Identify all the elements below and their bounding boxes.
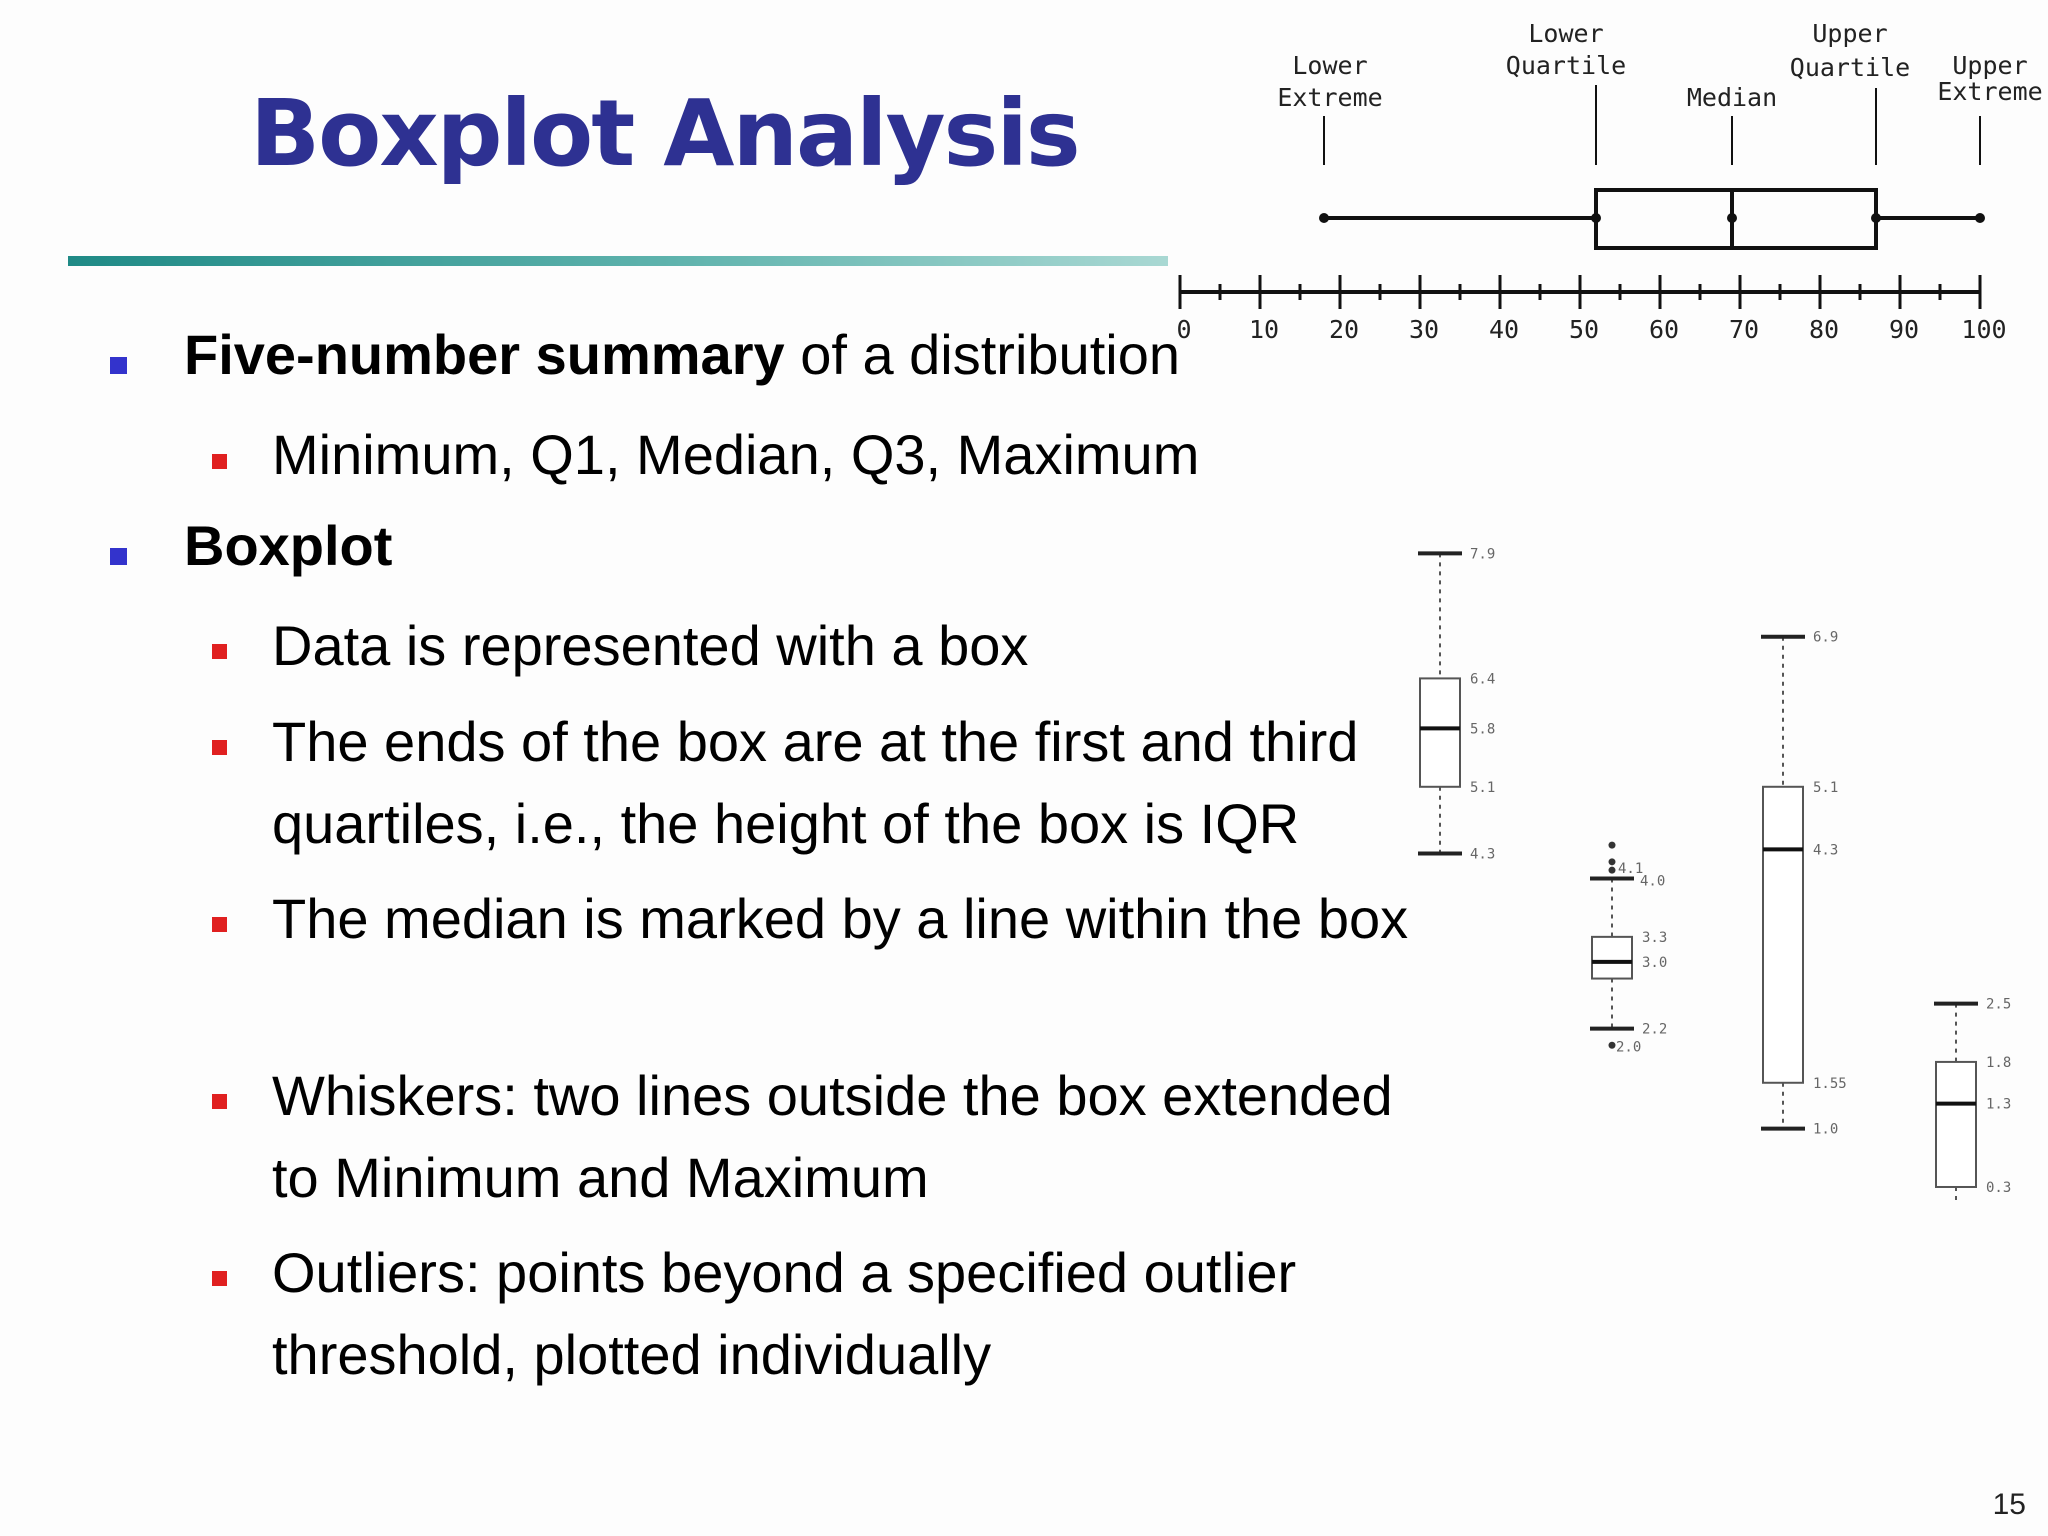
box-iqr xyxy=(1420,678,1460,786)
sub-bullet-square-icon xyxy=(212,454,227,469)
sub-bullet-five-number-list: Minimum, Q1, Median, Q3, Maximum xyxy=(272,423,1200,486)
data-label: 3.0 xyxy=(1642,954,1668,971)
lower-quartile-label: Lower xyxy=(1528,19,1604,48)
slide-title: Boxplot Analysis xyxy=(250,80,1079,187)
box-iqr xyxy=(1592,937,1632,979)
bullet-boxplot: Boxplot xyxy=(184,514,393,577)
axis-tick-label: 40 xyxy=(1488,315,1520,344)
axis-tick-label: 70 xyxy=(1728,315,1760,344)
median-dot xyxy=(1727,213,1737,223)
bullet-square-icon xyxy=(110,357,127,374)
axis-tick-label: 50 xyxy=(1568,315,1600,344)
outlier-point xyxy=(1609,867,1616,874)
sub-bullet-square-icon xyxy=(212,1271,227,1286)
lower-quartile-label: Quartile xyxy=(1505,51,1627,80)
data-label: 1.8 xyxy=(1986,1054,2012,1071)
data-label: 1.3 xyxy=(1986,1096,2012,1113)
q1-dot xyxy=(1591,213,1601,223)
sub-bullet-median: The median is marked by a line within the box xyxy=(272,887,1409,950)
q3-dot xyxy=(1871,213,1881,223)
median-label: Median xyxy=(1686,83,1778,112)
upper-extreme-label: Upper xyxy=(1952,51,2028,80)
title-divider xyxy=(68,256,1168,266)
outlier-point xyxy=(1609,1042,1616,1049)
box-iqr xyxy=(1936,1062,1976,1187)
bullet-bold-text: Five-number summary xyxy=(184,323,785,386)
data-label: 5.1 xyxy=(1470,779,1496,796)
sub-bullet-square-icon xyxy=(212,1094,227,1109)
axis-tick-label: 90 xyxy=(1888,315,1920,344)
axis-tick-label: 0 xyxy=(1176,315,1192,344)
min-dot xyxy=(1319,213,1329,223)
data-label: 1.55 xyxy=(1813,1075,1847,1092)
data-label: 4.1 xyxy=(1618,861,1644,878)
lower-extreme-label: Extreme xyxy=(1277,83,1383,112)
axis-tick-label: 10 xyxy=(1248,315,1280,344)
data-label: 6.9 xyxy=(1813,629,1839,646)
data-label: 4.3 xyxy=(1813,842,1839,859)
outlier-point xyxy=(1609,842,1616,849)
sub-bullet-box-ends: The ends of the box are at the first and third quartiles, i.e., the height of the box is IQR xyxy=(272,710,1359,855)
bullet-square-icon xyxy=(110,548,127,565)
axis-tick-label: 100 xyxy=(1961,315,2007,344)
axis-tick-label: 80 xyxy=(1808,315,1840,344)
page-number: 15 xyxy=(1992,1488,2026,1521)
data-label: 4.0 xyxy=(1640,873,1666,890)
upper-quartile-label: Quartile xyxy=(1789,53,1911,82)
lower-extreme-label: Lower xyxy=(1292,51,1368,80)
data-label: 0.3 xyxy=(1986,1179,2012,1196)
data-label: 5.8 xyxy=(1470,721,1496,738)
axis-tick-label: 30 xyxy=(1408,315,1440,344)
outlier-point xyxy=(1609,858,1616,865)
max-dot xyxy=(1975,213,1985,223)
data-label: 6.4 xyxy=(1470,671,1496,688)
axis-tick-label: 20 xyxy=(1328,315,1360,344)
upper-extreme-label: Extreme xyxy=(1937,77,2043,106)
axis-tick-label: 60 xyxy=(1648,315,1680,344)
data-label: 2.2 xyxy=(1642,1021,1668,1038)
data-label: 7.9 xyxy=(1470,546,1496,563)
upper-quartile-label: Upper xyxy=(1812,19,1888,48)
sub-bullet-square-icon xyxy=(212,644,227,659)
data-label: 2.0 xyxy=(1616,1039,1642,1056)
sub-bullet-square-icon xyxy=(212,917,227,932)
sub-bullet-square-icon xyxy=(212,740,227,755)
sub-bullet-whiskers: Whiskers: two lines outside the box extended to Minimum and Maximum xyxy=(272,1064,1393,1209)
box-iqr xyxy=(1763,787,1803,1083)
bullet-text: of a distribution xyxy=(784,323,1180,386)
vertical-boxplots-chart xyxy=(1400,520,2040,1200)
data-label: 5.1 xyxy=(1813,779,1839,796)
bullet-five-number-summary xyxy=(184,322,1180,387)
sub-bullet-box: Data is represented with a box xyxy=(272,614,1029,677)
data-label: 4.3 xyxy=(1470,846,1496,863)
data-label: 3.3 xyxy=(1642,929,1668,946)
data-label: 2.5 xyxy=(1986,996,2012,1013)
data-label: 1.0 xyxy=(1813,1121,1839,1138)
sub-bullet-outliers: Outliers: points beyond a specified outlier threshold, plotted individually xyxy=(272,1241,1297,1386)
horizontal-boxplot-diagram xyxy=(1160,0,2048,360)
